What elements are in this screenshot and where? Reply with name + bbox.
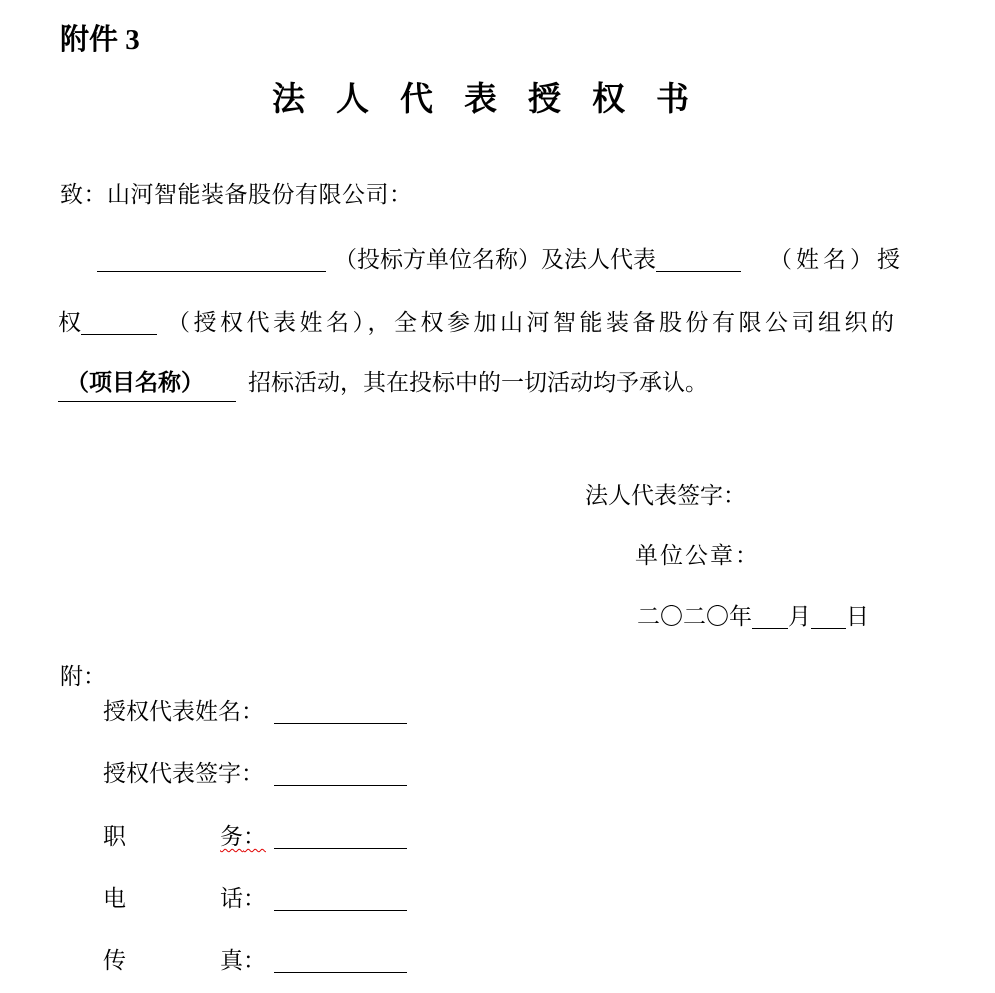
fax-colon: ：	[243, 948, 266, 973]
appendix-row-phone	[103, 885, 407, 914]
rep-signature-label-box	[103, 760, 266, 789]
appendix-row-duty	[103, 823, 407, 852]
phone-label-box	[103, 885, 266, 914]
project-name-blank[interactable]: （项目名称）	[58, 369, 236, 402]
duty-label-left: 职	[103, 824, 126, 849]
page-title: 法人代表授权书	[272, 82, 720, 118]
rep-signature-label: 授权代表签字	[103, 761, 241, 786]
bidder-unit-name-blank[interactable]	[97, 269, 326, 272]
appendix-heading: 附：	[60, 664, 106, 689]
rep-name-label-box	[103, 698, 266, 727]
line1-text: （投标方单位名称）及法人代表	[334, 247, 656, 272]
rep-name-colon: ：	[241, 699, 264, 724]
date-line	[637, 603, 869, 632]
company-seal-label: 单位公章：	[635, 543, 760, 568]
rep-name-fill-blank[interactable]	[274, 721, 407, 724]
phone-label-right: 话	[220, 886, 243, 911]
duty-label-right: 务	[220, 824, 243, 849]
fax-label-left: 传	[103, 948, 126, 973]
duty-label-box	[103, 823, 266, 852]
fax-label-box	[103, 947, 266, 976]
paragraph-line-2	[58, 309, 898, 338]
appendix-row-rep-name	[103, 698, 407, 727]
legal-rep-name-blank[interactable]	[656, 269, 741, 272]
attachment-label: 附件 3	[60, 24, 140, 56]
line1-text-end: （姓名）授	[769, 247, 904, 272]
date-day-blank[interactable]	[811, 626, 846, 629]
rep-signature-colon: ：	[241, 761, 264, 786]
phone-label-left: 电	[103, 886, 126, 911]
date-month-blank[interactable]	[752, 626, 788, 629]
line2-char: 权	[58, 310, 81, 335]
duty-colon: ：	[243, 824, 266, 849]
paragraph-line-1	[97, 246, 904, 275]
phone-colon: ：	[243, 886, 266, 911]
rep-name-label: 授权代表姓名	[103, 699, 241, 724]
authorized-rep-name-blank[interactable]	[81, 332, 157, 335]
line3-text: 招标活动，其在投标中的一切活动均予承认。	[248, 370, 708, 395]
legal-rep-signature-label: 法人代表签字：	[585, 483, 746, 508]
paragraph-line-3	[58, 369, 708, 402]
addressee-line: 致：山河智能装备股份有限公司：	[60, 182, 413, 207]
date-month-suffix: 月	[788, 604, 811, 629]
phone-fill-blank[interactable]	[274, 908, 407, 911]
date-day-suffix: 日	[846, 604, 869, 629]
appendix-row-rep-signature	[103, 760, 407, 789]
duty-fill-blank[interactable]	[274, 846, 407, 849]
date-year-text: 二〇二〇年	[637, 604, 752, 629]
fax-label-right: 真	[220, 948, 243, 973]
rep-signature-fill-blank[interactable]	[274, 783, 407, 786]
fax-fill-blank[interactable]	[274, 970, 407, 973]
appendix-row-fax	[103, 947, 407, 976]
line2-text: （授权代表姓名），全权参加山河智能装备股份有限公司组织的	[167, 310, 898, 335]
